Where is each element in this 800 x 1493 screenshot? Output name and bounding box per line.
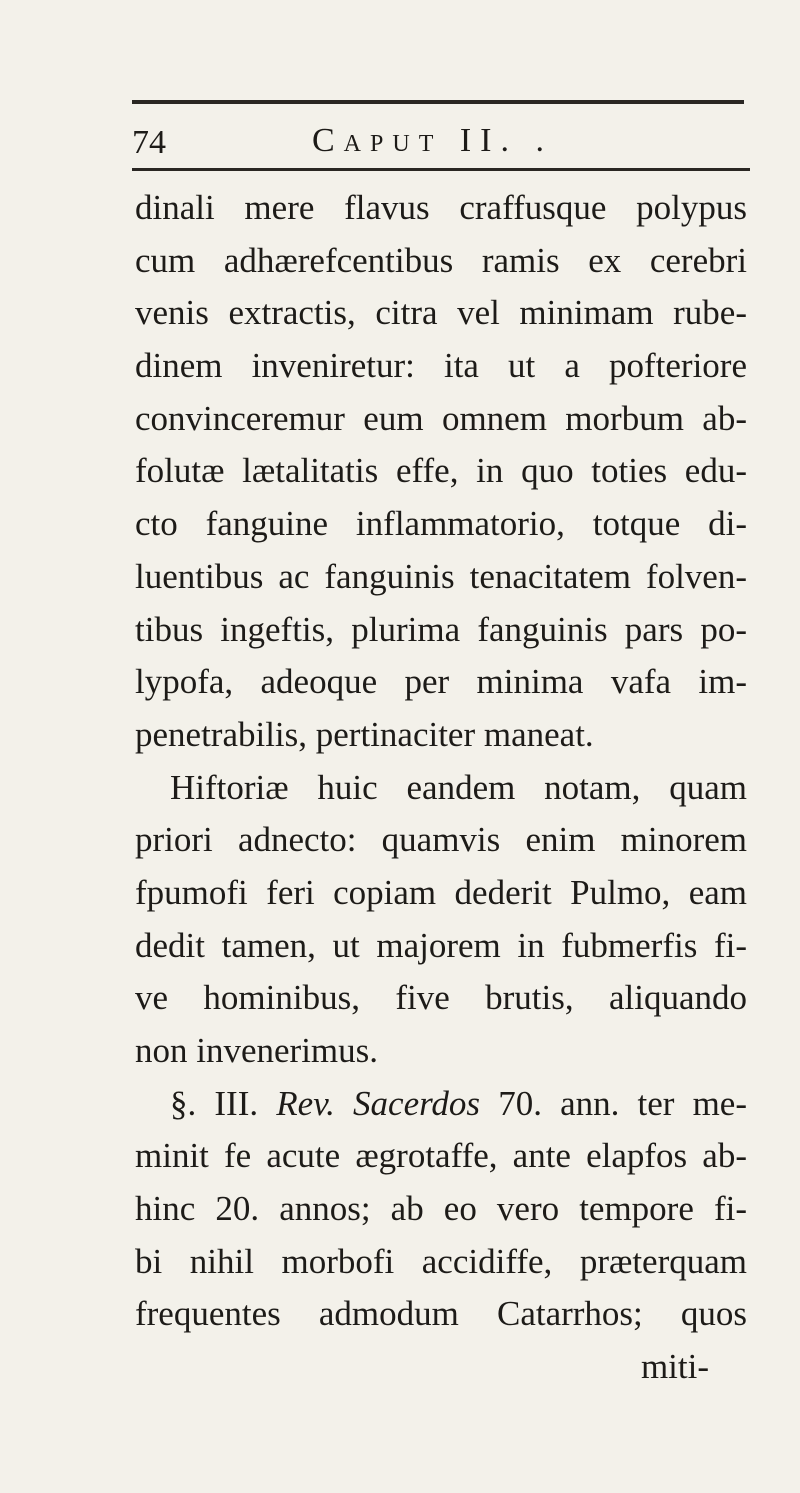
- text-line: ve hominibus, five brutis, aliquando: [135, 978, 747, 1018]
- text-line: priori adnecto: quamvis enim minorem: [135, 820, 747, 860]
- top-rule: [132, 100, 744, 104]
- text-line: cto fanguine inflammatorio, totque di-: [135, 504, 747, 544]
- catchword: miti-: [640, 1347, 709, 1387]
- text-line: lypofa, adeoque per minima vafa im-: [135, 662, 747, 702]
- section-mark: §. III.: [170, 1083, 259, 1123]
- text-line: dinem inveniretur: ita ut a pofteriore: [135, 346, 747, 386]
- text-line: dedit tamen, ut majorem in fubmerfis fi-: [135, 925, 747, 965]
- page-header: [132, 113, 752, 165]
- text-line: Hiftoriæ huic eandem notam, quam: [170, 767, 747, 807]
- section-title: Rev. Sacerdos: [276, 1083, 481, 1123]
- text-line: fpumofi feri copiam dederit Pulmo, eam: [135, 872, 747, 912]
- text-line: bi nihil morbofi accidiffe, præterquam: [135, 1241, 747, 1281]
- body-text: [135, 182, 747, 1394]
- text-line: venis extractis, citra vel minimam rube-: [135, 293, 747, 333]
- text-line: convinceremur eum omnem morbum ab-: [135, 398, 747, 438]
- text-line: hinc 20. annos; ab eo vero tempore fi-: [135, 1189, 747, 1229]
- text-line: dinali merе flavus craffusque polypus: [135, 188, 747, 227]
- text-line: tibus ingeftis, plurima fanguinis pars po-: [135, 609, 747, 649]
- page-number: 74: [132, 124, 166, 161]
- text-line: cum adhærefcentibus ramis ex cerebri: [135, 240, 747, 280]
- section-heading-line: [135, 1078, 747, 1131]
- header-rule: [132, 168, 750, 171]
- text-line: minit fe acute ægrotaffe, ante elapfos ab-: [135, 1136, 747, 1176]
- section-lead-rest: 70. ann. ter me-: [480, 1083, 747, 1123]
- text-line: frequentes admodum Catarrhos; quos: [135, 1294, 747, 1334]
- running-head: Caput II. .: [312, 122, 553, 159]
- text-line: folutæ lætalitatis effe, in quo toties edu-: [135, 451, 747, 491]
- text-line: non invenerimus.: [135, 1031, 379, 1070]
- text-line: luentibus ac fanguinis tenacitatem folven-: [135, 556, 747, 596]
- text-line: penetrabilis, pertinaciter maneat.: [135, 714, 594, 754]
